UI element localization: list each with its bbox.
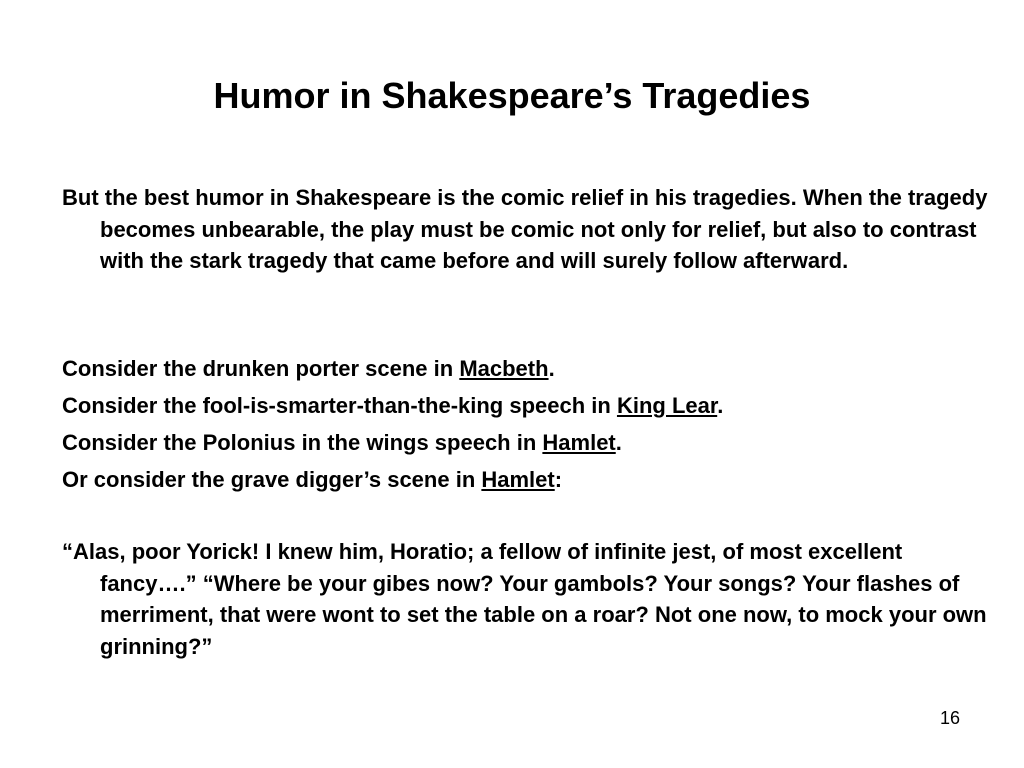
slide-title: Humor in Shakespeare’s Tragedies <box>213 75 811 116</box>
play-title-macbeth: Macbeth <box>459 356 549 381</box>
play-title-hamlet: Hamlet <box>481 467 555 492</box>
consider-prefix: Consider the drunken porter scene in <box>62 356 460 381</box>
page-number: 16 <box>940 708 961 728</box>
consider-suffix: . <box>548 356 555 381</box>
consider-suffix: . <box>717 393 724 418</box>
play-title-hamlet: Hamlet <box>542 430 616 455</box>
consider-king-lear-line <box>62 390 1000 422</box>
consider-prefix: Or consider the grave digger’s scene in <box>62 467 482 492</box>
consider-grave-digger-line <box>62 464 1000 496</box>
consider-prefix: Consider the fool-is-smarter-than-the-king speech in <box>62 393 617 418</box>
consider-suffix: : <box>554 467 563 492</box>
yorick-quote: “Alas, poor Yorick! I knew him, Horatio; a fellow of infinite jest, of most excellent fancy….” “Where be your gibes now? Your gambols? Your songs? Your flashes of merriment, that were wont to set the table on a roar? Not one now, to mock your own grinning?” <box>62 539 987 659</box>
consider-macbeth-line <box>62 353 1000 385</box>
intro-paragraph: But the best humor in Shakespeare is the comic relief in his tragedies. When the tragedy becomes unbearable, the play must be comic not only for relief, but also to contrast with the stark tragedy that came before and will surely follow afterward. <box>62 185 988 273</box>
consider-prefix: Consider the Polonius in the wings speech in <box>62 430 543 455</box>
consider-suffix: . <box>615 430 622 455</box>
consider-polonius-line <box>62 427 1000 459</box>
play-title-king-lear: King Lear <box>616 393 718 418</box>
